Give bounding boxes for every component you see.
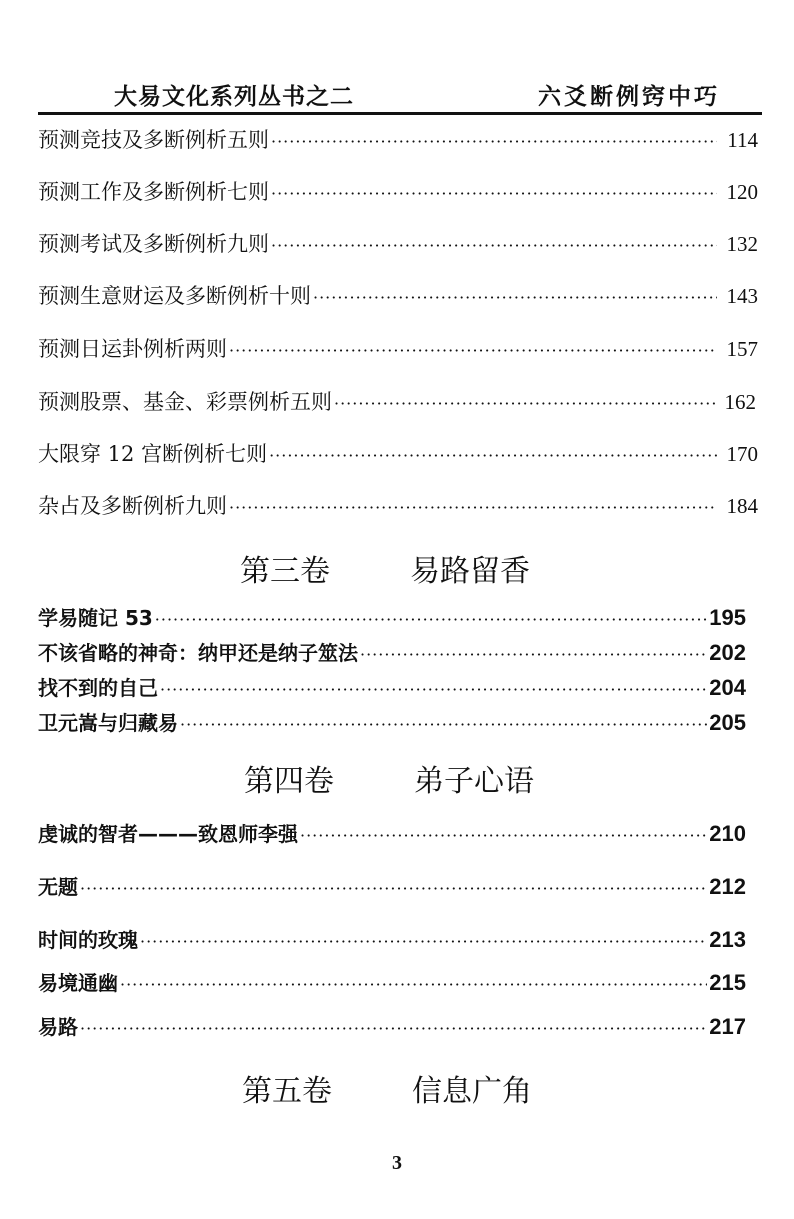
entry-page: 120 xyxy=(726,180,758,204)
toc-entry[interactable] xyxy=(38,386,756,416)
entry-page: 114 xyxy=(727,128,758,152)
volume-number: 第五卷 xyxy=(242,1074,332,1109)
leader-dots xyxy=(313,288,717,307)
entry-title: 预测竞技及多断例析五则 xyxy=(38,128,269,152)
entry-title: 预测工作及多断例析七则 xyxy=(38,180,269,204)
leader-dots xyxy=(80,1019,707,1038)
entry-page: 215 xyxy=(709,970,746,995)
toc-entry[interactable] xyxy=(38,924,746,954)
volume-heading xyxy=(242,1066,532,1110)
leader-dots xyxy=(271,184,717,203)
entry-page: 213 xyxy=(709,927,746,952)
entry-title: 预测考试及多断例析九则 xyxy=(38,232,269,256)
entry-title: 不该省略的神奇：纳甲还是纳子筮法 xyxy=(38,641,358,665)
volume-number: 第四卷 xyxy=(244,764,334,799)
leader-dots xyxy=(140,932,707,951)
entry-title: 杂占及多断例析九则 xyxy=(38,494,227,518)
series-title: 大易文化系列丛书之二 xyxy=(114,83,354,110)
toc-entry[interactable] xyxy=(38,871,746,901)
entry-title: 学易随记 53 xyxy=(38,606,153,630)
entry-title: 易路 xyxy=(38,1015,78,1039)
entry-page: 205 xyxy=(709,710,746,735)
leader-dots xyxy=(269,446,716,465)
leader-dots xyxy=(229,498,717,517)
volume-title: 信息广角 xyxy=(412,1074,532,1109)
toc-entry[interactable] xyxy=(38,333,758,363)
volume-title: 弟子心语 xyxy=(414,764,534,799)
entry-page: 157 xyxy=(726,337,758,361)
toc-entry[interactable] xyxy=(38,1011,746,1041)
leader-dots xyxy=(180,715,707,734)
page-number: 3 xyxy=(392,1152,402,1174)
entry-page: 170 xyxy=(726,442,758,466)
toc-entry[interactable] xyxy=(38,967,746,997)
book-title: 六爻断例窍中巧 xyxy=(538,83,720,110)
entry-title: 时间的玫瑰 xyxy=(38,928,138,952)
entry-page: 184 xyxy=(726,494,758,518)
toc-entry[interactable] xyxy=(38,707,746,737)
entry-page: 212 xyxy=(709,874,746,899)
toc-entry[interactable] xyxy=(38,228,758,258)
toc-entry[interactable] xyxy=(38,124,758,154)
entry-title: 预测股票、基金、彩票例析五则 xyxy=(38,390,332,414)
toc-entry[interactable] xyxy=(38,490,758,520)
toc-entry[interactable] xyxy=(38,280,758,310)
entry-title: 大限穿 12 宫断例析七则 xyxy=(38,442,268,466)
entry-title: 预测生意财运及多断例析十则 xyxy=(38,284,311,308)
leader-dots xyxy=(160,680,707,699)
leader-dots xyxy=(120,975,707,994)
entry-title: 预测日运卦例析两则 xyxy=(38,337,227,361)
entry-title: 易境通幽 xyxy=(38,971,118,995)
volume-title: 易路留香 xyxy=(410,554,530,589)
entry-page: 195 xyxy=(709,605,746,630)
entry-page: 210 xyxy=(709,821,746,846)
toc-entry[interactable] xyxy=(38,818,746,848)
volume-heading xyxy=(244,756,534,800)
running-header xyxy=(38,76,762,115)
entry-page: 143 xyxy=(726,284,758,308)
leader-dots xyxy=(360,645,707,664)
leader-dots xyxy=(80,879,707,898)
entry-title: 找不到的自己 xyxy=(38,676,158,700)
leader-dots xyxy=(229,341,717,360)
toc-entry[interactable] xyxy=(38,438,758,468)
volume-number: 第三卷 xyxy=(240,554,330,589)
entry-title: 虔诚的智者———致恩师李强 xyxy=(38,822,298,846)
leader-dots xyxy=(155,610,707,629)
toc-entry[interactable] xyxy=(38,637,746,667)
volume-heading xyxy=(240,546,530,590)
leader-dots xyxy=(271,236,717,255)
entry-page: 132 xyxy=(726,232,758,256)
toc-entry[interactable] xyxy=(38,672,746,702)
entry-page: 204 xyxy=(709,675,746,700)
leader-dots xyxy=(271,132,717,151)
entry-page: 217 xyxy=(709,1014,746,1039)
entry-title: 无题 xyxy=(38,875,78,899)
entry-page: 202 xyxy=(709,640,746,665)
toc-entry[interactable] xyxy=(38,602,746,632)
leader-dots xyxy=(334,394,715,413)
leader-dots xyxy=(300,826,707,845)
entry-title: 卫元嵩与归藏易 xyxy=(38,711,178,735)
toc-entry[interactable] xyxy=(38,176,758,206)
entry-page: 162 xyxy=(724,390,756,414)
